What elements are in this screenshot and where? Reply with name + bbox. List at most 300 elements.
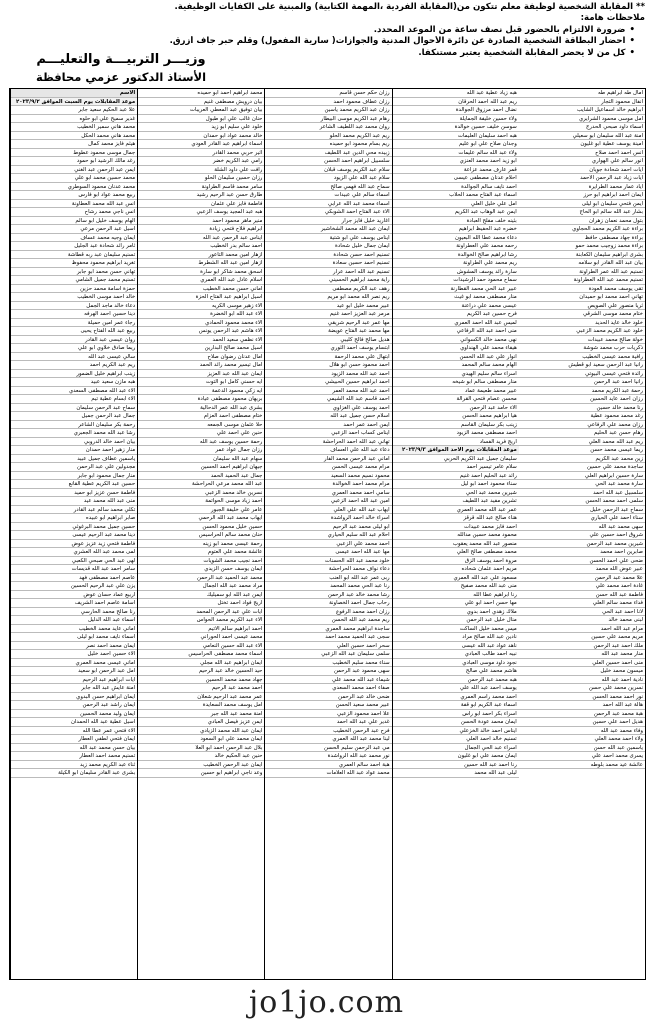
table-row: الهام يوسف خليل ابو سالم [11,217,137,226]
table-row: منار محمد عبد الله [519,650,645,659]
table-row: ربيع محمد عواد ابو فارس [11,191,137,200]
table-row: بشرى عبد الله عمر الدحالية [138,404,264,413]
table-row: نبيه احمد طالب العبادي [393,650,519,659]
table-row: ايات علي عبد الرحمن المحمد [138,608,264,617]
table-row: مي عبد الرحمن سليم الحسن [265,744,391,753]
table-row: رنا عبد الحي محمد المحمد [265,582,391,591]
table-row: مها عمر عبد الرحيم شريقي [265,319,391,328]
table-row: ختام محمد موسى الشرقي [519,310,645,319]
table-row: رغد محمد محمود عطية [519,412,645,421]
table-row: انور سالم علي الهواري [519,157,645,166]
table-row: غدير علي عبد الله احمد [265,718,391,727]
table-row: ايمان محمد علي ابو السعود [138,735,264,744]
table-row: بيان درويش مصطفى غنيم [138,98,264,107]
table-row: بلال عبد الرحمن احمد ابو العلا [138,744,264,753]
table-row: بثينه خلف مفلح العبادة [393,217,519,226]
table-row: فاطمة فتحي زيد عزيز عوض [11,540,137,549]
table-row: خلود خالد عايد الحديد [519,319,645,328]
table-row: محمد هاني سمير الخطيب [11,123,137,132]
table-row: رهف عبد الكريم مصطفى [265,285,391,294]
table-row: مرام محمد احمد الخوالدة [265,480,391,489]
table-row: عائشة عيد محمد بلوطه [519,761,645,770]
table-row: اسماء نايف محمد ابو ليلى [11,633,137,642]
minister-title: وزيـــر التربيـــة والتعليـــم [36,52,206,67]
table-row: ايه زكي محمود الدعمة [138,387,264,396]
table-row: ثناء عبد الكريم محمد زيد [11,761,137,770]
table-row: خلود علي سليم ابو زيد [138,123,264,132]
table-row: نجود داود موسى العبادي [393,659,519,668]
table-row: يسرى محمد احمد علي [519,752,645,761]
table-row: منى احمد عبد الله الرفاعي [393,327,519,336]
table-row: ريم نصر الله محمد ابو مريم [265,293,391,302]
table-row: رزان احمد محمد الرفوع [265,608,391,617]
table-row: فاطمة عبد الله حسن [519,591,645,600]
table-row: ياسمين عطاف جميل عبيد [11,455,137,464]
table-row: سحر احمد حسين العلي [265,642,391,651]
table-row: رنا احمد عبد الله حسين [393,761,519,770]
table-row: ريما صادق خلاوي ابو علي [11,344,137,353]
table-row: ايناس كساب احمد الزعبي [265,429,391,438]
table-row: شروق احمد حسين علي [519,531,645,540]
table-row: بيان احمد خالد الدروبي [11,438,137,447]
date-subheader: موعد المقابلات يوم السبت الموافق ٢٠٢٣/٩/٢ [11,98,137,107]
table-row: تسنيم احمد حسن شحادة [265,251,391,260]
table-row: مراد محمد عبد الله الجمال [138,582,264,591]
table-row: اسراء بكر احمد ابو راس [393,710,519,719]
table-row: اسراء عبد الحي الجمال [393,744,519,753]
table-row: اثير حربي محمد القادر [138,149,264,158]
table-row: براءة عبد الكريم محمد الحجاوي [519,225,645,234]
table-row: سلمى سليمان عبد الله الزعبي [265,650,391,659]
table-row: عيسى محمد علي دراعنة [393,302,519,311]
table-row: تكلي محمد سالم عبد القادر [11,506,137,515]
table-row: عبد الله محمد مرعي الحراحشة [138,480,264,489]
table-row: روان عيسى عبد القادر [11,336,137,345]
table-row: ايمان يوسف حسن الزيدي [138,565,264,574]
table-row: احمد قاسم عبد الله الشيمي [265,395,391,404]
table-row: امينة يوسف عطية ابو غليون [519,140,645,149]
table-row: نادين عبد الله صالح مراد [393,633,519,642]
table-row: جمال عبد الحميد الحمد [138,472,264,481]
table-row: ختام مصطفى احمد العزام [138,412,264,421]
table-row: ايه حسني كامل ابو التوت [138,378,264,387]
table-row: احمد محمود حسن ابو هلال [265,361,391,370]
table-row: رانيا احمد عبد الرحمن [519,378,645,387]
table-row: لبنى محمد خالد [519,616,645,625]
table-row: انفال محمود التجار [519,98,645,107]
table-row: تسنيم خالد احمد العلي [393,735,519,744]
table-row: قمر عارف محمد عزاعة [393,166,519,175]
table-row: فداء محمد سالم العلي [519,599,645,608]
table-row: سهام عبد الله سليمان [138,455,264,464]
table-row: سلام عبد الكريم يوسف قبلان [265,166,391,175]
table-row: تهاني احمد محمد ابو حميدان [519,293,645,302]
table-row: ياسمين عبد الله حسن [519,744,645,753]
table-row: مها حسن احمد ابو علي [393,599,519,608]
table-row: رجاء عمر امين حميلة [11,319,137,328]
table-column [519,89,645,979]
table-row: حيد الحسين خالد عبد الرحيم [138,667,264,676]
table-row: ثريا منصور علي الصويص [519,302,645,311]
table-row: يزن علي عبد الرحيم الحسين [11,582,137,591]
table-row: احمد عبد الله محمد العمر [265,387,391,396]
table-row: الاء محمد محمود الحمادي [138,319,264,328]
table-row: الاء حامد عبد الرحمن [393,404,519,413]
table-row: وفاء محمد عبد الله [519,727,645,736]
table-row: الاء هاشم عبد الرحمن يونس [138,327,264,336]
table-row: اسماء محمد عبد الله عرابي [265,200,391,209]
table-row: ابتهال علي محمد الرحمة [265,353,391,362]
table-row: سلام عامر تيسير احمد [393,463,519,472]
table-row: اريج فريد الفساد [393,438,519,447]
table-row: يوسف احمد عبد الله علي [393,684,519,693]
table-row: دينا حسين احمد الهرفه [11,310,137,319]
table-row: سهى محمد عبد الله [519,523,645,532]
table-row: ولاء حسين خليفة الجمايلة [393,115,519,124]
table-row: سناء احمد علي الحياري [519,514,645,523]
table-row: اسيل ابراهيم عبد الفتاح الحزة [138,293,264,302]
table-row: مسعود علي عبد الله العمري [393,574,519,583]
table-row: رزان عطاف محمود احمد [265,98,391,107]
table-row: بشار عبد الله سالم ابو الحاج [519,208,645,217]
table-row: امنة عايش عبد الله جابر [11,684,137,693]
table-row: ريما عيسى محمد حسن [519,446,645,455]
table-row: ابو ليلى محمد عبد الرحيم [265,523,391,532]
table-row: حمزة اسامة محمد حزين [11,285,137,294]
table-row: منى عبد الله محمد عيد [11,497,137,506]
table-row: سلسبيل ابراهيم احمد الحسن [265,157,391,166]
table-row: وجدان صلاح علي ابو عليم [393,140,519,149]
table-row: دعاء نواف محمد الحراحشة [265,565,391,574]
table-row: رنا صالح محمد الحارسي [11,608,137,617]
table-row: بيان عبد الله القادر ابو سلامه [519,259,645,268]
table-row: ملك احمد عبد الرحمن [519,642,645,651]
table-row: تسنيم عبد الله احمد عرار [265,268,391,277]
table-row: سوسن خليف حسين خوالدة [393,123,519,132]
table-row: ايات ابراهيم عبد الرحيم [11,676,137,685]
table-row: لمى محمد عبد الله العشري [11,548,137,557]
table-row: اسلام حسن جميل عبد الله [265,412,391,421]
table-row: ايناس احمد خالد الخزعلي [393,727,519,736]
table-row: زينب ابراهيم خليل الضمور [11,370,137,379]
table-row: امنة محمد عبد الله جبر [138,710,264,719]
table-row: ليلى عبد الله محمد [393,769,519,778]
table-row: اسماء سالم علي عبيدات [265,191,391,200]
table-row: مرام عبد الله احمد [519,625,645,634]
table-row: لينا محمد عبد الله العمري [265,735,391,744]
table-row: ايمان جمال خليل شحادة [265,242,391,251]
table-row: رزان محمد علي الرفاعي [519,421,645,430]
table-row: ايمان ابراهيم عبد الله مجلي [138,659,264,668]
table-row: اماني عايد محمد الخطيب [11,625,137,634]
table-row: حسين خليل محمود الحسن [138,523,264,532]
table-row: منير ماهر محمود احمد [138,217,264,226]
table-row: دعاء خالد ماجد الجمل [11,302,137,311]
table-row: ايمن عبد الرحمن عبد الغني [11,166,137,175]
table-row: سامر احمد عبد الله قديسات [11,565,137,574]
table-row: الاء عبد الله حسين النعامي [138,642,264,651]
table-row: محسن عصام فتحي القرالة [393,395,519,404]
table-row: رشا ابراهيم صالح الخوالدة [393,251,519,260]
note-item: • احضار البطاقة الشخصية الصادرة عن دائرة الأحوال المدنية والجوازات( سارية المفعول) وقلم حبر جاف أزرق. [5,36,645,47]
table-row: عبير عبد الحي محمد القطارنة [393,285,519,294]
table-row: ملاك زهدي احمد بدوي [393,608,519,617]
table-row: الاء عبد الفتاح احمد الشوبكي [265,208,391,217]
table-row: حنان محمد سالم الحراسيس [138,531,264,540]
table-row: ساجدة محمد علي حسين [519,463,645,472]
table-row: ابراهيم فلاح فتحي زيادة [138,225,264,234]
table-row: سلسبيل عبد الله احمد [519,489,645,498]
table-row: اسماء عبد الكريم ابو قفة [393,701,519,710]
table-row: رحمة عبد الكريم محمد [519,387,645,396]
table-row: ابو زيد احمد محمد العنزي [393,157,519,166]
table-row: الاء عبد الله مصطفى السعدي [11,387,137,396]
table-row: رزان حسين سليمان الحلو [138,174,264,183]
table-row: اسيل محمد صالح البدارين [138,344,264,353]
table-row: روان محمد عبد اللطيف الشاعر [265,123,391,132]
table-row: بيان حسن محمد عبد الله [11,744,137,753]
table-row: نسرين خالد محمد الزعبي [138,489,264,498]
table-row: ايمان محمد علي ابو غليون [393,752,519,761]
table-row: سلام عبد الله علي الزيود [265,174,391,183]
table-row: رزان احمد عايد الحسين [519,395,645,404]
table-row: هبه محمد عبد الرحمن [393,676,519,685]
table-row: هديل احمد علي حسين [519,718,645,727]
table-row: صابرين احمد محمد [519,548,645,557]
table-row: ايمان احمد ابراهيم ابو حرز [519,191,645,200]
table-row: ريم محمد علي الطراونة [393,259,519,268]
notes-intro: ** المقابلة الشخصية لوظيفة معلم تتكون من(المقابلة الفردية ،المهمة الكتابية) والمبنية على الكفايات الوظيفية. [174,2,645,12]
table-row: منار جمال محمود ابو جابر [11,472,137,481]
table-row: هالة عبد الله احمد [519,701,645,710]
table-row: عاصم احمد مصطفى فهد [11,574,137,583]
table-row: ايمان محمد عودة الحسن [393,718,519,727]
table-row: عائشة محمد علي العتوم [138,548,264,557]
table-row: رغد مالك الرشيد ابو حمود [11,157,137,166]
table-row: هيثم فايز محمد كمال [11,140,137,149]
table-row: جهاد محمد محمد الحسين [138,676,264,685]
table-row: احمد محمد عبد الرحيم [138,684,264,693]
table-row: جمال موسى محمود عطوط [11,149,137,158]
table-row: ايهاب محمد عبد الله الرحمي [138,514,264,523]
table-row: دعاء عبد الله علي العساف [265,446,391,455]
table-row: بيان توفيق عبد المعطي العريبات [138,106,264,115]
table-row: رزان حكم حسن قاسم [265,89,391,98]
table-row: احمد زياد موسى الحواتمة [138,497,264,506]
table-row: منى عبد الله محمد صفيح [393,582,519,591]
table-row: غادة احمد محمد علي [519,582,645,591]
table-row: سامر محمد قاسم الطراونة [138,183,264,192]
table-row: محمد عيسى احمد الحوراني [138,633,264,642]
table-row: جيهان ابراهيم احمد الحسين [138,463,264,472]
table-row: مها محمد عبد الفتاح عويضة [265,327,391,336]
table-row: مجدولين علي عبد الرحمن [11,463,137,472]
table-row: اماني عبد الرحمن محمد الفار [265,455,391,464]
table-row: سناء محمود احمد ابو ليل [393,480,519,489]
table-row: اسماء ابراهيم عبد القادر العودي [138,140,264,149]
table-row: سماح عبد الرحمن خليل [519,506,645,515]
table-row: سالي عيسى عبد الله [11,353,137,362]
table-row: فاطمة فايز علي عثمان [138,200,264,209]
table-row: حلا عثمان موسى الجمعه [138,421,264,430]
table-row: بتول محمد نعمان زهران [519,217,645,226]
table-row: محمد ابراهيم احمد ابو حميده [138,89,264,98]
table-row: هبه زياد عطية عبد الله [393,89,519,98]
table-row: دعاء محمد عطا الله البعيون [393,234,519,243]
table-row: بشرى ابراهيم سليمان الكعابنة [519,251,645,260]
table-row: رانيا عبد الرحمن سعيد ابو قطيش [519,361,645,370]
table-row: عبير عوض الله محمد [519,565,645,574]
table-row: وعد ناجي ابراهيم ابو حسين [138,769,264,778]
table-row: تسنيم سليمان عبد ربه قطاشة [11,251,137,260]
table-row: ازهار امين محمد التاعور [138,251,264,260]
table-column [137,89,264,979]
table-row: تسنيم محمد عبد الله العطراونة [519,276,645,285]
table-row: اريج فواد احمد تختل [138,599,264,608]
table-row: امال تيسير محمد رائد الحمد [138,361,264,370]
table-row: محمد عبد الحميد عبد الرحمن [138,574,264,583]
table-row: رافت علي داود الشلة [138,166,264,175]
table-row: خالد احمد موسى الخطيب [11,293,137,302]
table-row: رائدة فتحي عيسى البيوتي [519,370,645,379]
table-row: احمد محمد علي الزعبي [265,540,391,549]
table-row: سجى عبد الحميد محمد احمد [265,633,391,642]
table-row: سهى محمود عبد الرحمن [265,667,391,676]
table-row: احمد نجيب محمد الشويات [138,557,264,566]
table-row: ولاء عبد الله سالم عليمات [393,149,519,158]
note-item: • كل من لا يحضر المقابلة الشخصية يعتبر مستنكفا. [5,48,645,59]
table-row: امال طه ابراهيم طه [519,89,645,98]
table-row: هبه احمد سليمان العليمات [393,132,519,141]
minister-name: الأستاذ الدكتور عزمي محافظة [35,70,207,84]
table-row: ميسون محمد خليل [519,667,645,676]
table-row: نسرين محمد علي حسن [519,684,645,693]
table-row: ايمان فتحي لطفي العطار [11,735,137,744]
table-row: ريم محمد عبد الله الحسن [265,616,391,625]
table-row: رحمه محمد علي العطراونة [393,242,519,251]
table-row: سناء محمد سليم الخطيب [265,659,391,668]
table-row: تسنيم عبد الله عمر الطراونة [519,268,645,277]
table-row: تهاني عبد الله احمد الحراحشة [265,438,391,447]
table-row: امل عبد الرحمن ابو سعيد [11,667,137,676]
table-row: حسين عبد الكريم عطية القانع [11,480,137,489]
table-row: تقى يوسف محمد العودة [519,285,645,294]
table-row: منار مصطفى محمد ابو غيث [393,293,519,302]
table-row: خلود محمد عبد الله الحسنات [265,557,391,566]
table-row: انوار علي عبد الله الحسن [393,353,519,362]
table-row: تغريد ابراهيم محمود محفوظ [11,259,137,268]
table-row: انس ناجي محمد رشاح [11,208,137,217]
table-column [10,89,137,979]
table-row: خلود عبد الكريم محمد الزعبي [519,327,645,336]
table-row: رهام حسن عبد الحليم [519,429,645,438]
table-row: حنين عبد الحكيم خالد [138,752,264,761]
table-row: هيفاء محمد علي الهنداوي [393,344,519,353]
table-row: طارق حسن عبد الرحيم رشيد [138,191,264,200]
table-row: نادية احمد عبد الله [519,676,645,685]
table-row: احمد سالم بدر الخطيب [138,242,264,251]
table-row: حنان غالب علي ابو طبول [138,115,264,124]
table-row: الاء زهير موسى الكريه [138,302,264,311]
table-row: رهام عبد الكريم موسى البيطار [265,115,391,124]
table-row: ريم عبد الكريم احمد [11,361,137,370]
table-row: ابتسام يوسف احمد الثوري [265,344,391,353]
table-row: هيا ابراهيم محمد الحسن [393,412,519,421]
table-row: دينا محمد عبد الرحيم عيسى [11,531,137,540]
table-row: رنا ابراهيم عطا الله [393,591,519,600]
table-row: امل علي خليل العلي [393,200,519,209]
table-row: محمود محمد حسين مدالله [393,531,519,540]
table-row: رزان جمال عواد عمر [138,446,264,455]
table-row: هناء صالح عبد الله قرقز [393,514,519,523]
table-row: ريم بسام محمود ابو حميده [265,140,391,149]
table-row: انس عبد الله محمد العطاونة [11,200,137,209]
table-row: اسامة عاصم احمد الشريف [11,599,137,608]
table-row: هبه مازن سعيد عبيد [11,378,137,387]
table-row: اسماء محمد مصطفى الحراسيس [138,650,264,659]
table-row: ايمان عبد الرحمن الخطيب [138,761,264,770]
table-row: ايهاب عبد الله علي العلي [265,506,391,515]
table-row: هبة احمد سالم العمري [265,761,391,770]
table-row: ايمان محمد احمد نصر [11,642,137,651]
table-row: زبيده محي الدين عبد اللطيف [265,149,391,158]
table-row: تسنيم محمد جميل الشامي [11,276,137,285]
table-row: ايناس عبد الرحمن عبد الله [138,234,264,243]
table-row: اسماء داود صبحي الحدرج [519,123,645,132]
table-row: بريهان محمود مصطفى عيادة [138,395,264,404]
table-row: صفاء احمد محمد السعدي [265,684,391,693]
table-row: فرح عبد الرحمن الخطيب [265,727,391,736]
table-row: سارة رائد يوسف المشوش [393,268,519,277]
table-row: مروة احمد يوسف الزق [393,557,519,566]
table-row: امال عدنان رضوان صلاح [138,353,264,362]
date-subheader: موعد المقابلات يوم الاحد الموافق ٢٠٢٣/٩/٣ [393,446,519,455]
notes-heading: ملاحظات هامة: [580,13,645,24]
table-row: محمد عواد عبد الله العلامات [265,769,391,778]
table-row: رزان عبد الكريم محمد ياسين [265,106,391,115]
table-row: الاء ابسام عطية تيم [11,395,137,404]
table-row: ايمن احمد عمر احمد [265,421,391,430]
table-row: اسيل عطية عبد الله الحمدان [11,718,137,727]
table-row: ايمان وجيه محمد عساف [11,234,137,243]
table-row: ثامر رائد شحادة عبد الجليل [11,242,137,251]
table-row: ايمان عبد الله محمد الزيادي [138,727,264,736]
table-row: ايمان عبد الله محمد الشخاشير [265,225,391,234]
table-row: خضره عبد الحفيظ ابراهيم [393,225,519,234]
table-row: ساجدة ابراهيم محمد العمري [265,625,391,634]
table-row: ايمان عبد الله عبد العزيز [138,370,264,379]
names-table [9,88,646,980]
table-row: ريم عبد الله احمد الحرقان [393,98,519,107]
table-row: شيرين محمد عبد الرحمن [519,540,645,549]
table-row: براءة محمد زوجيب محمد حمو [519,242,645,251]
table-row: نور محمد عبد الله الرواشدة [265,752,391,761]
table-row: احمد فايز محمد عبيدات [393,523,519,532]
table-row: احمد محمد راسم العمري [393,693,519,702]
table-row: احمد ابراهيم حسين الحبيشي [265,378,391,387]
table-row: ابراهيم خالد اسماعيل الشايب [519,106,645,115]
table-row: ولاء احمد محمد العلي [519,735,645,744]
table-row: مرمر عبد العزيز احمد غنيم [265,310,391,319]
table-row: اغاريد خليل فايز جرار [265,217,391,226]
table-row: سامي احمد محمد العمري [265,489,391,498]
table-row: عامر علي خليفة الجبور [138,506,264,515]
table-column [392,89,519,979]
table-row: ربى عمر عبد الله ابو العنب [265,574,391,583]
table-row: ناهد عواد عبد الله عيسى [393,642,519,651]
table-row: تشرين مفيد عبد اللطيف [393,497,519,506]
table-row: رشا محمد خالد عبد الرحمن [265,591,391,600]
